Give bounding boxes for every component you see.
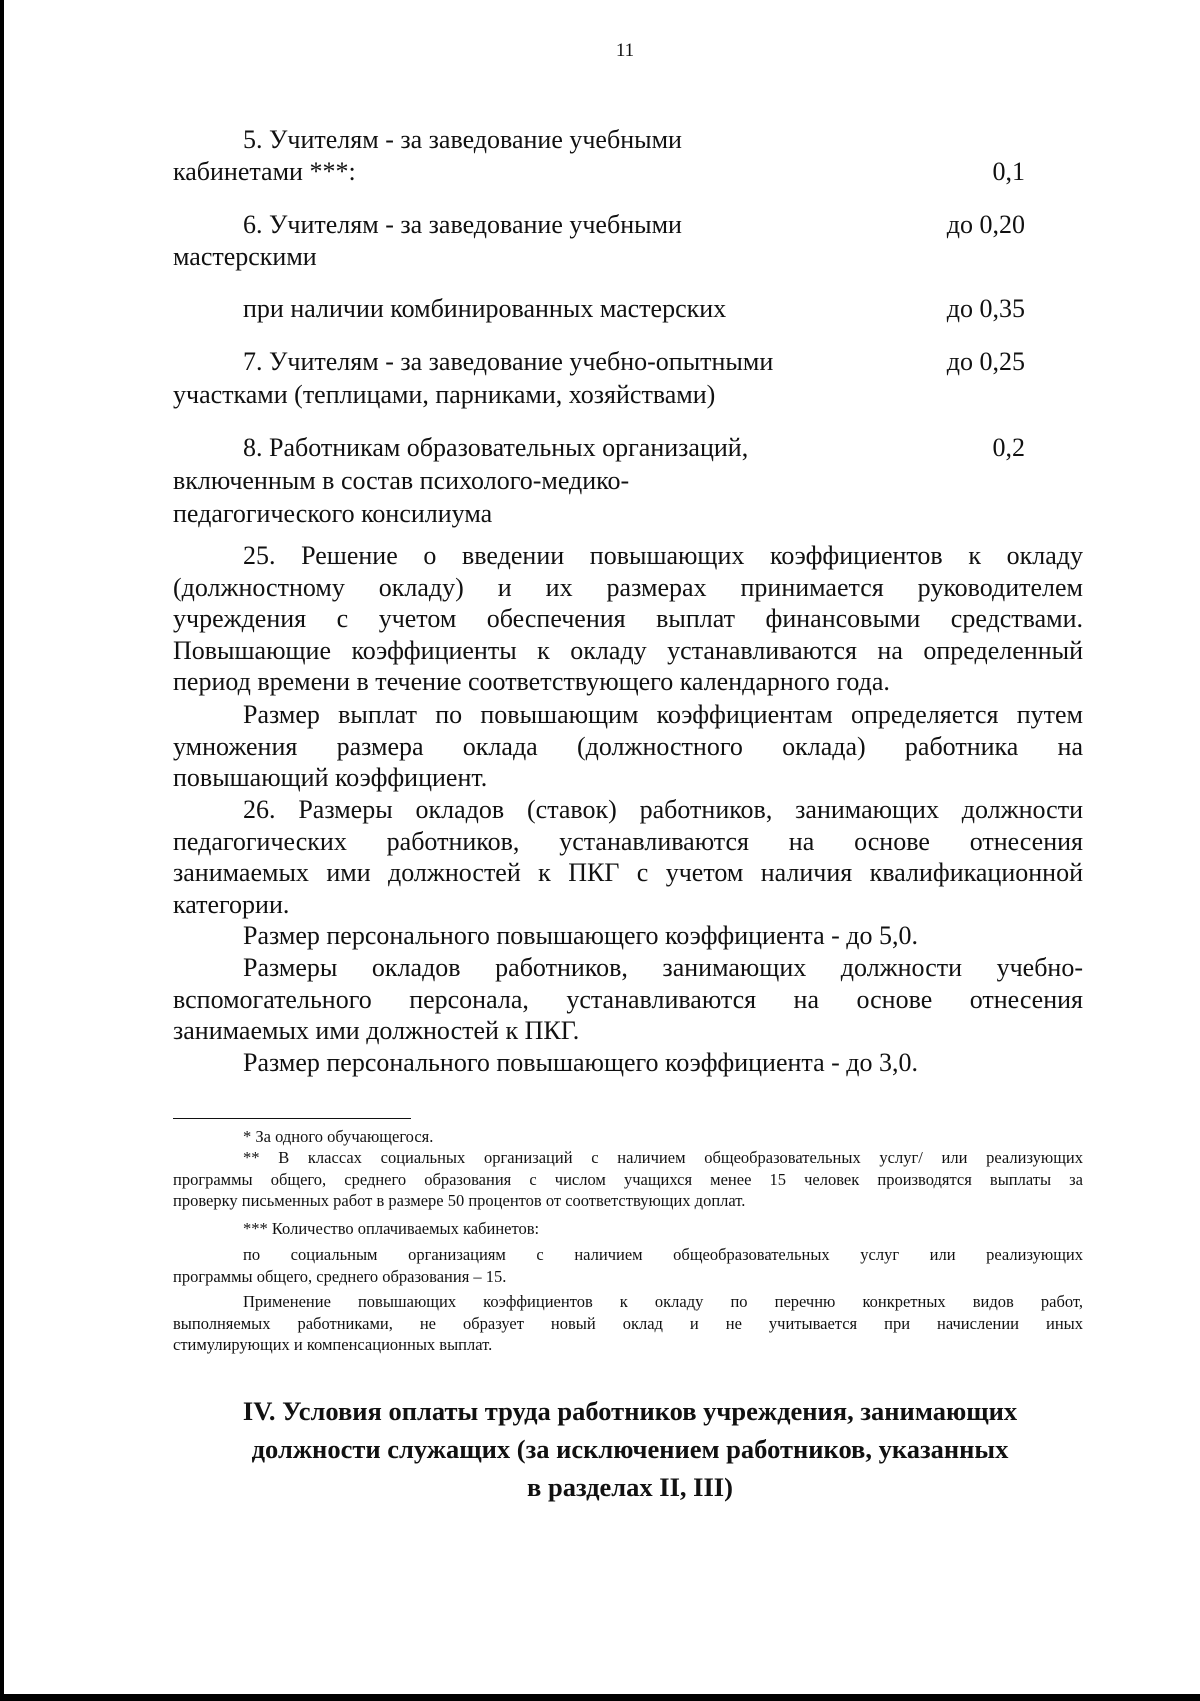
scan-edge-left bbox=[0, 0, 4, 1701]
item-text-line: при наличии комбинированных мастерских bbox=[243, 294, 727, 323]
footnote-line: программы общего, среднего образования с числом учащихся менее 15 человек производятся выплаты за bbox=[173, 1169, 1083, 1189]
footnote-line: Применение повышающих коэффициентов к окладу по перечню конкретных видов работ, bbox=[243, 1292, 1083, 1311]
paragraph-line: Размер персонального повышающего коэффициента - до 3,0. bbox=[243, 1048, 919, 1077]
paragraph-auxiliary-staff bbox=[173, 952, 1083, 1047]
footnote-line: * За одного обучающегося. bbox=[243, 1127, 434, 1146]
item-coefficient: до 0,25 bbox=[946, 347, 1025, 376]
item-text-line: педагогического консилиума bbox=[173, 499, 493, 528]
footnote-1 bbox=[173, 1126, 1083, 1148]
footnote-line: программы общего, среднего образования – 15. bbox=[173, 1266, 507, 1286]
footnote-line: проверку письменных работ в размере 50 процентов от соответствующих доплат. bbox=[173, 1191, 746, 1210]
footnote-line: ** В классах социальных организаций с наличием общеобразовательных услуг/ или реализующих bbox=[243, 1148, 1083, 1167]
footnote-line: *** Количество оплачиваемых кабинетов: bbox=[243, 1219, 540, 1238]
paragraph-coefficient-5 bbox=[173, 920, 1083, 952]
paragraph-25 bbox=[173, 540, 1083, 698]
paragraph-26 bbox=[173, 794, 1083, 920]
paragraph-line: вспомогательного персонала, устанавливаются на основе отнесения bbox=[173, 984, 1083, 1014]
item-coefficient: 0,1 bbox=[992, 157, 1025, 186]
item-text-line: 6. Учителям - за заведование учебными bbox=[243, 210, 682, 239]
item-text-line: кабинетами ***: bbox=[173, 157, 356, 186]
paragraph-line: 25. Решение о введении повышающих коэффициентов к окладу bbox=[243, 541, 1083, 570]
paragraph-line: Повышающие коэффициенты к окладу устанавливаются на определенный bbox=[173, 635, 1083, 665]
item-text-line: мастерскими bbox=[173, 242, 317, 271]
footnote-line: по социальным организациям с наличием общеобразовательных услуг или реализующих bbox=[243, 1245, 1083, 1264]
item-text-line: 7. Учителям - за заведование учебно-опытными bbox=[243, 347, 774, 376]
footnote-4 bbox=[173, 1244, 1083, 1287]
paragraph-line: педагогических работников, устанавливаются на основе отнесения bbox=[173, 826, 1083, 856]
paragraph-line: учреждения с учетом обеспечения выплат финансовыми средствами. bbox=[173, 604, 1083, 633]
paragraph-line: категории. bbox=[173, 889, 290, 919]
footnote-separator bbox=[173, 1118, 411, 1119]
footnote-2 bbox=[173, 1147, 1083, 1212]
heading-line: должности служащих (за исключением работников, указанных bbox=[251, 1434, 1009, 1464]
footnote-5 bbox=[173, 1291, 1083, 1356]
item-coefficient: до 0,35 bbox=[946, 294, 1025, 323]
item-text-line: участками (теплицами, парниками, хозяйствами) bbox=[173, 380, 716, 409]
paragraph-line: 26. Размеры окладов (ставок) работников, занимающих должности bbox=[243, 795, 1083, 824]
item-text-line: включенным в состав психолого-медико- bbox=[173, 466, 630, 495]
paragraph-line: повышающий коэффициент. bbox=[173, 763, 488, 792]
heading-line: IV. Условия оплаты труда работников учреждения, занимающих bbox=[242, 1396, 1018, 1426]
paragraph-line: Размер выплат по повышающим коэффициентам определяется путем bbox=[243, 700, 1083, 729]
page-number: 11 bbox=[615, 40, 635, 61]
footnote-3 bbox=[173, 1218, 1083, 1240]
footnote-line: стимулирующих и компенсационных выплат. bbox=[173, 1335, 493, 1354]
paragraph-line: Размеры окладов работников, занимающих должности учебно- bbox=[243, 953, 1083, 982]
paragraph-line: период времени в течение соответствующего календарного года. bbox=[173, 667, 890, 696]
paragraph-line: Размер персонального повышающего коэффициента - до 5,0. bbox=[243, 921, 919, 950]
paragraph-line: умножения размера оклада (должностного оклада) работника на bbox=[173, 731, 1083, 761]
scan-edge-bottom bbox=[0, 1694, 1200, 1701]
section-heading bbox=[150, 1392, 1110, 1506]
item-text-line: 8. Работникам образовательных организаций, bbox=[243, 433, 749, 462]
paragraph-line: занимаемых ими должностей к ПКГ. bbox=[173, 1016, 580, 1045]
paragraph-line: занимаемых ими должностей к ПКГ с учетом наличия квалификационной bbox=[173, 858, 1083, 887]
paragraph-payment-size bbox=[173, 699, 1083, 794]
item-coefficient: до 0,20 bbox=[946, 210, 1025, 239]
item-coefficient: 0,2 bbox=[992, 433, 1025, 462]
heading-line: в разделах II, III) bbox=[527, 1472, 733, 1502]
footnote-line: выполняемых работниками, не образует новый оклад и не учитывается при начислении иных bbox=[173, 1313, 1083, 1333]
item-text-line: 5. Учителям - за заведование учебными bbox=[243, 125, 682, 154]
paragraph-line: (должностному окладу) и их размерах принимается руководителем bbox=[173, 572, 1083, 602]
paragraph-coefficient-3 bbox=[173, 1047, 1083, 1079]
